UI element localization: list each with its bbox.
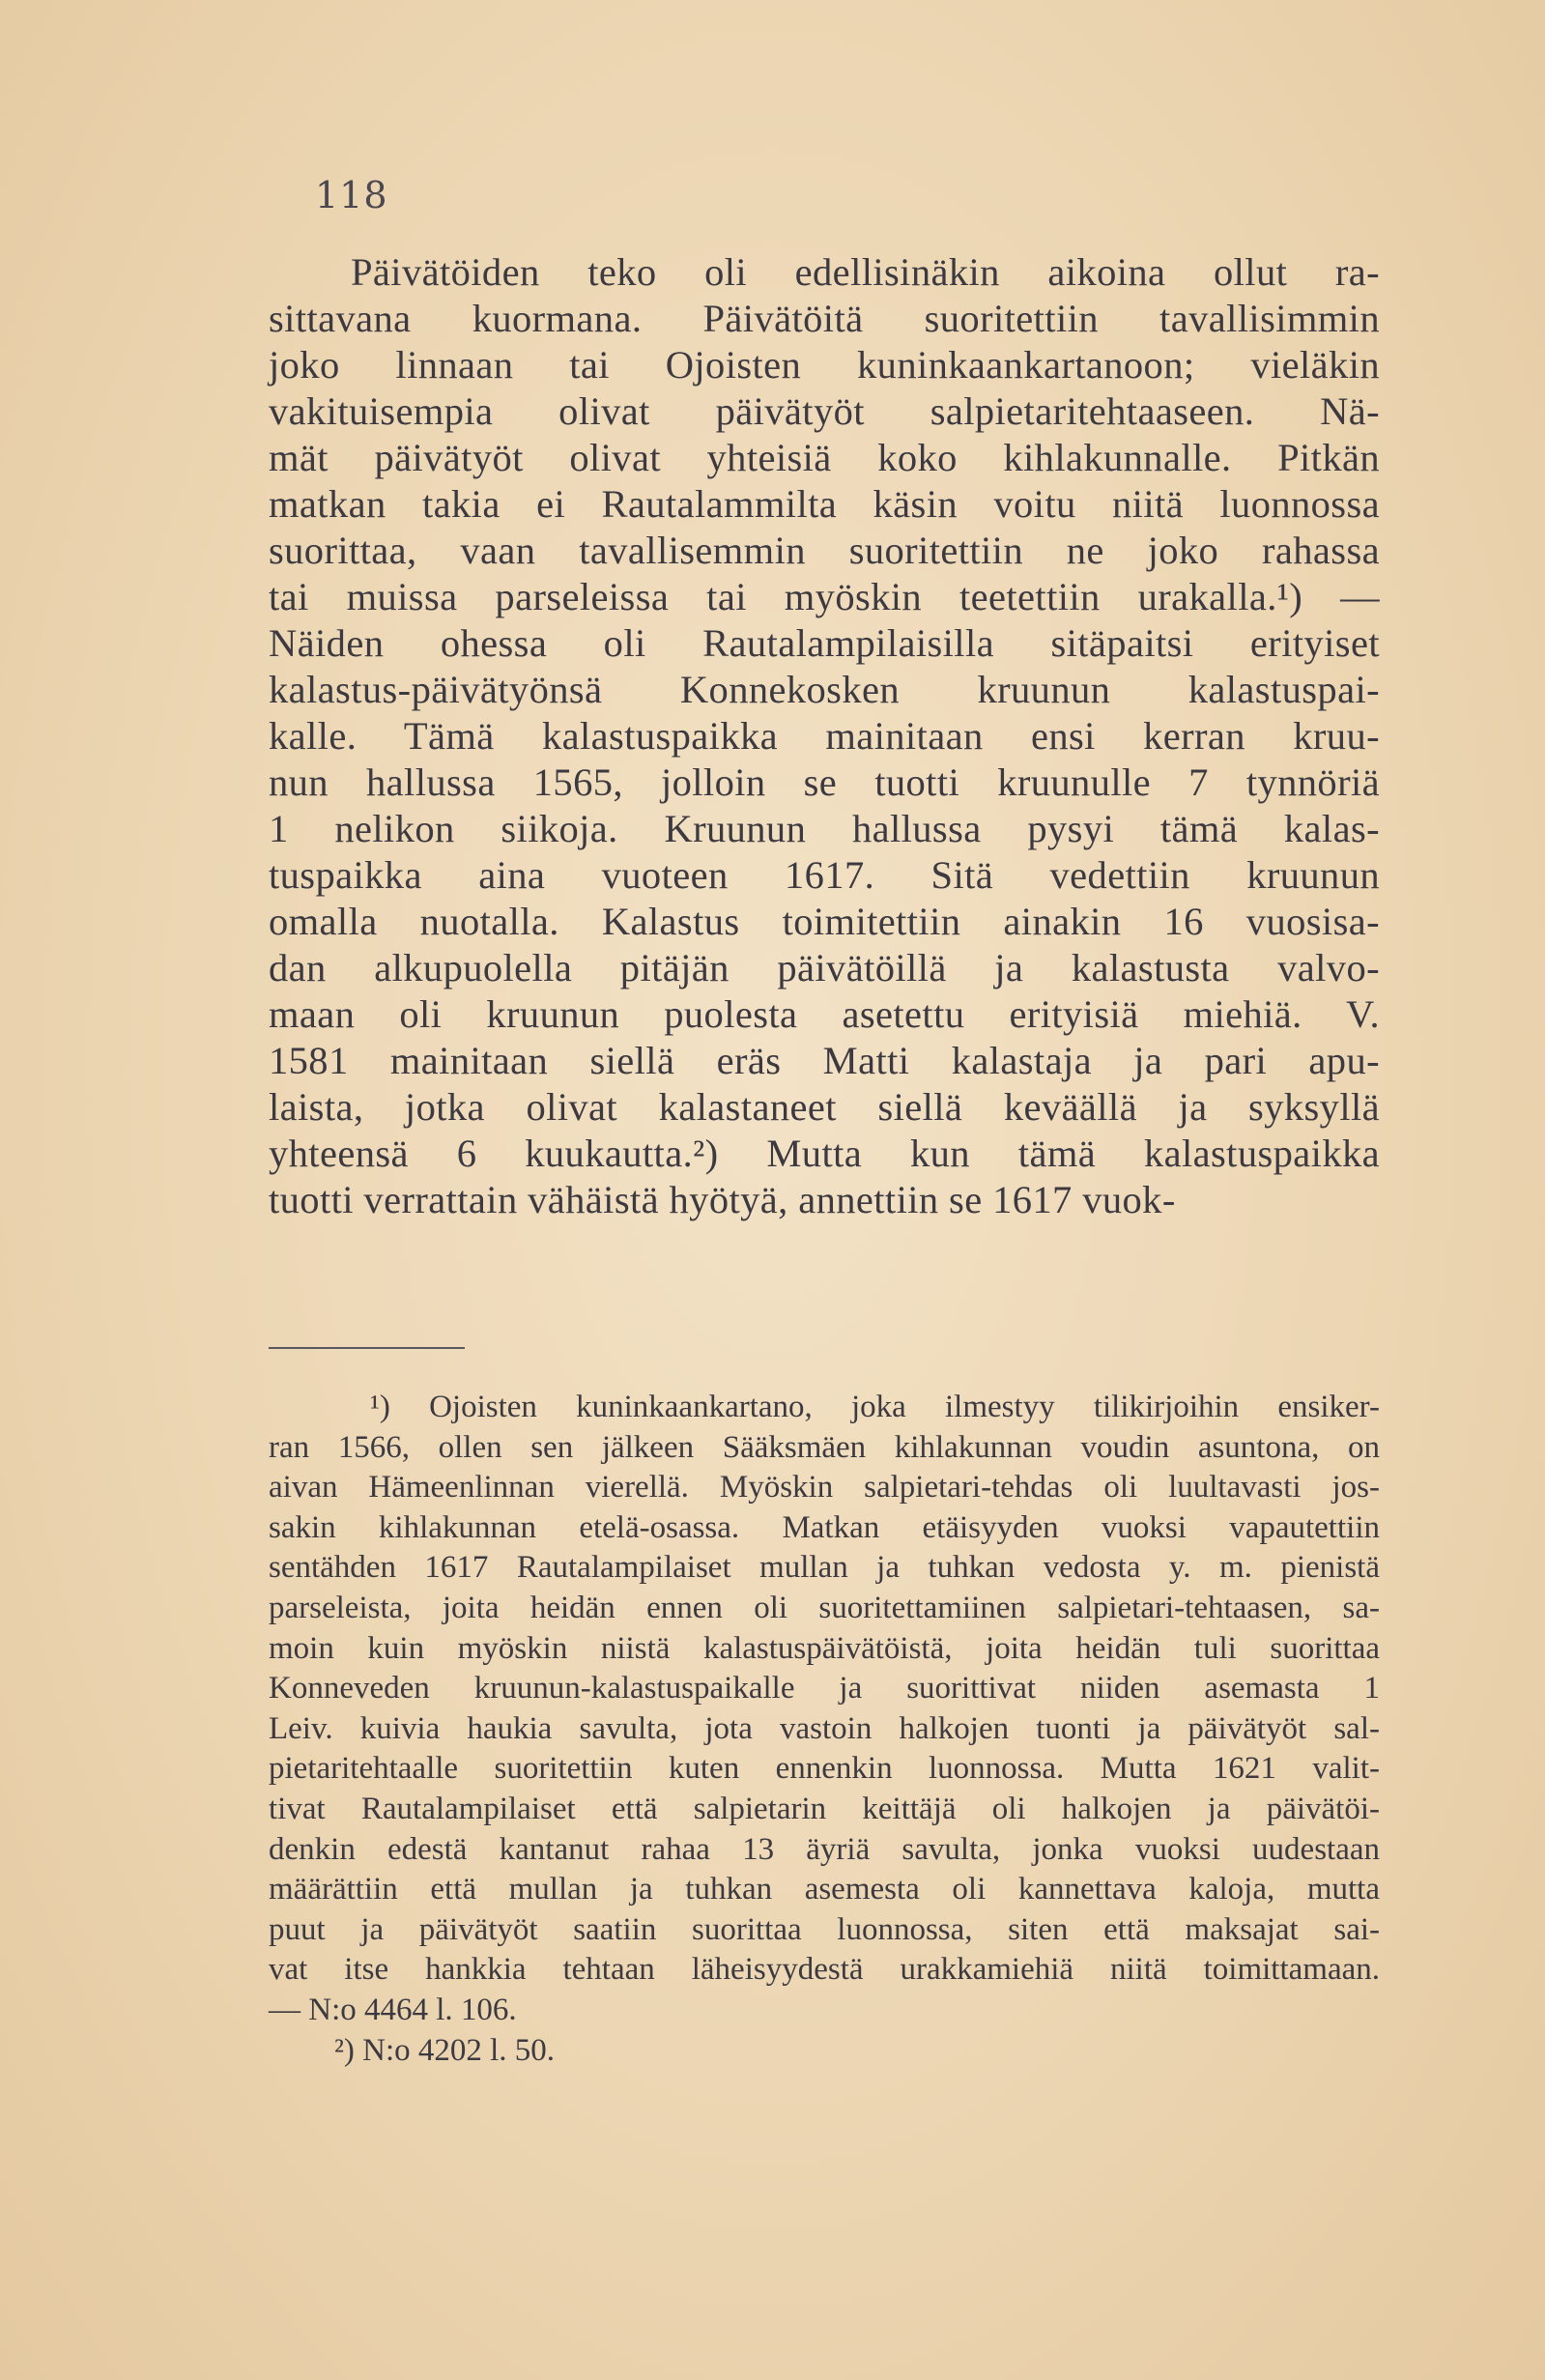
footnote-line: aivan Hämeenlinnan vierellä. Myöskin salpietari-tehdas oli luultavasti jos- (269, 1470, 1380, 1505)
text-line: kalle. Tämä kalastuspaikka mainitaan ensi kerran kruu- (269, 714, 1380, 758)
text-line: 1581 mainitaan siellä eräs Matti kalastaja ja pari apu- (269, 1039, 1380, 1082)
text-line: nun hallussa 1565, jolloin se tuotti kruunulle 7 tynnöriä (269, 760, 1380, 804)
footnote-divider (269, 1347, 465, 1349)
footnote-line: Leiv. kuivia haukia savulta, jota vastoin halkojen tuonti ja päivätyöt sal- (269, 1710, 1380, 1746)
text-line: omalla nuotalla. Kalastus toimitettiin ainakin 16 vuosisa- (269, 900, 1380, 943)
footnote-line: — N:o 4464 l. 106. (269, 1992, 517, 2027)
text-line: laista, jotka olivat kalastaneet siellä keväällä ja syksyllä (269, 1085, 1380, 1129)
footnote-line: denkin edestä kantanut rahaa 13 äyriä savulta, jonka vuoksi uudestaan (269, 1831, 1380, 1867)
text-line: dan alkupuolella pitäjän päivätöillä ja kalastusta valvo- (269, 946, 1380, 989)
text-line: tuspaikka aina vuoteen 1617. Sitä vedettiin kruunun (269, 853, 1380, 897)
footnote-line: moin kuin myöskin niistä kalastuspäivätöistä, joita heidän tuli suorittaa (269, 1630, 1380, 1666)
footnotes (269, 1388, 1380, 2071)
text-line: joko linnaan tai Ojoisten kuninkaankartanoon; vieläkin (269, 343, 1380, 387)
footnote-line: parseleista, joita heidän ennen oli suoritettamiinen salpietari-tehtaasen, sa- (269, 1590, 1380, 1625)
text-line: tai muissa parseleissa tai myöskin teetettiin urakalla.¹) — (269, 575, 1380, 618)
footnote-line: sentähden 1617 Rautalampilaiset mullan ja tuhkan vedosta y. m. pienistä (269, 1550, 1380, 1586)
main-text (269, 249, 1380, 1223)
text-line: Näiden ohessa oli Rautalampilaisilla sitäpaitsi erityiset (269, 621, 1380, 665)
page-number: 118 (315, 174, 388, 216)
footnote-line: Konneveden kruunun-kalastuspaikalle ja suorittivat niiden asemasta 1 (269, 1671, 1380, 1706)
footnote-line: määrättiin että mullan ja tuhkan asemesta oli kannettava kaloja, mutta (269, 1872, 1380, 1907)
text-line: suorittaa, vaan tavallisemmin suoritettiin ne joko rahassa (269, 529, 1380, 572)
footnote-line: tivat Rautalampilaiset että salpietarin keittäjä oli halkojen ja päivätöi- (269, 1791, 1380, 1826)
footnote-line: puut ja päivätyöt saatiin suorittaa luonnossa, siten että maksajat sai- (269, 1911, 1380, 1947)
text-line: yhteensä 6 kuukautta.²) Mutta kun tämä kalastuspaikka (269, 1132, 1380, 1175)
text-line: matkan takia ei Rautalammilta käsin voitu niitä luonnossa (269, 482, 1380, 526)
text-line: sittavana kuormana. Päivätöitä suoritettiin tavallisimmin (269, 297, 1380, 340)
text-line: maan oli kruunun puolesta asetettu erityisiä miehiä. V. (269, 992, 1380, 1036)
text-line: tuotti verrattain vähäistä hyötyä, annettiin se 1617 vuok- (269, 1178, 1176, 1221)
footnote-line: pietaritehtaalle suoritettiin kuten ennenkin luonnossa. Mutta 1621 valit- (269, 1751, 1380, 1787)
footnote-line: sakin kihlakunnan etelä-osassa. Matkan etäisyyden vuoksi vapautettiin (269, 1509, 1380, 1545)
text-line: kalastus-päivätyönsä Konnekosken kruunun kalastuspai- (269, 668, 1380, 711)
footnote-line: ran 1566, ollen sen jälkeen Sääksmäen kihlakunnan voudin asuntona, on (269, 1429, 1380, 1465)
footnote-line: ²) N:o 4202 l. 50. (334, 2032, 556, 2068)
text-line: 1 nelikon siikoja. Kruunun hallussa pysyi tämä kalas- (269, 807, 1380, 850)
text-line: Päivätöiden teko oli edellisinäkin aikoina ollut ra- (351, 250, 1380, 294)
footnote-line: ¹) Ojoisten kuninkaankartano, joka ilmestyy tilikirjoihin ensiker- (370, 1390, 1380, 1424)
text-line: vakituisempia olivat päivätyöt salpietaritehtaaseen. Nä- (269, 389, 1380, 433)
footnote-line: vat itse hankkia tehtaan läheisyydestä urakkamiehiä niitä toimittamaan. (269, 1952, 1380, 1988)
text-line: mät päivätyöt olivat yhteisiä koko kihlakunnalle. Pitkän (269, 436, 1380, 479)
